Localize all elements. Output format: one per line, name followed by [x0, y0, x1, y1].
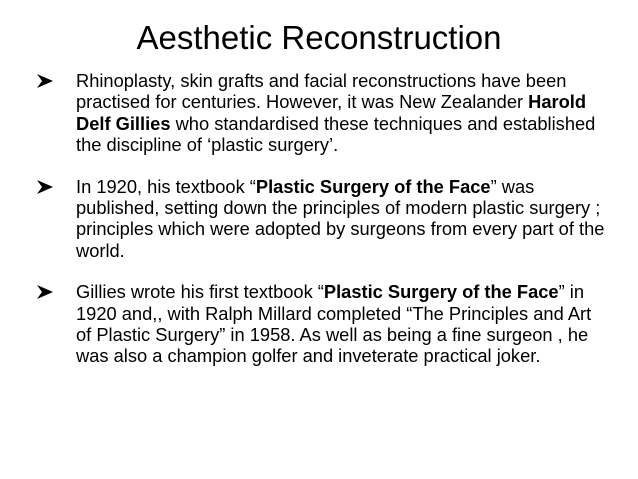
bullet-text: ” in 1920 and,, with Ralph Millard completed “The Principles and Art of Plastic Surgery” in 1958. As well as being a fine surgeon , he was also a champion golfer and inveterate practical joker. [76, 281, 592, 367]
bullet-text: In 1920, his textbook “ [76, 175, 256, 197]
bullet-list [36, 70, 606, 367]
bullet-bold-text: Harold Delf Gillies [76, 91, 587, 134]
bullet-text: ” was published, setting down the principles of modern plastic surgery ; principles which were adopted by surgeons from every part of the world. [76, 175, 605, 261]
bullet-item [36, 281, 606, 367]
bullet-text: who standardised these techniques and established the discipline of ‘plastic surgery’. [76, 112, 596, 156]
bullet-bold-text: Plastic Surgery of the Face [255, 175, 491, 197]
arrow-bullet-icon [36, 73, 54, 89]
bullet-bold-text: Plastic Surgery of the Face [323, 281, 559, 303]
arrow-bullet-icon [36, 179, 54, 195]
arrow-bullet-icon [36, 284, 54, 300]
bullet-text: Rhinoplasty, skin grafts and facial reconstructions have been practised for centuries. However, it was New Zealander [76, 70, 567, 113]
slide-title: Aesthetic Reconstruction [136, 19, 502, 56]
bullet-text: Gillies wrote his first textbook “ [76, 281, 324, 303]
bullet-item [36, 70, 606, 156]
bullet-item [36, 176, 606, 262]
